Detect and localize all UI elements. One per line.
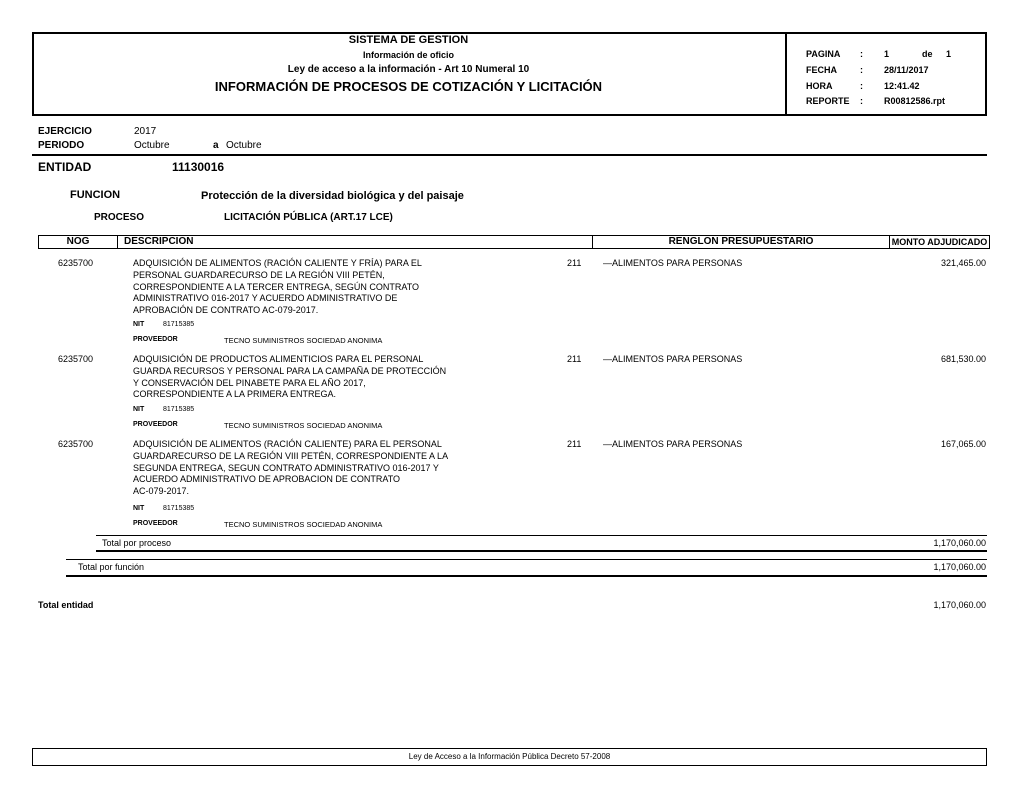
proveedor-value: TECNO SUMINISTROS SOCIEDAD ANONIMA (224, 336, 383, 345)
row-nog: 6235700 (58, 439, 94, 449)
pagina-de: de (922, 49, 933, 59)
nit-value: 81715385 (163, 505, 195, 512)
row-nog: 6235700 (58, 258, 94, 268)
row-descripcion (133, 258, 422, 317)
renglon-code: 211 (567, 258, 582, 268)
col-monto: MONTO ADJUDICADO (889, 235, 990, 249)
hora-colon: : (860, 81, 863, 91)
proceso-value: LICITACIÓN PÚBLICA (ART.17 LCE) (224, 212, 393, 223)
total-funcion-value: 1,170,060.00 (933, 562, 986, 572)
periodo-label: PERIODO (38, 140, 85, 151)
total-entidad-value: 1,170,060.00 (933, 600, 986, 610)
renglon-desc: —ALIMENTOS PARA PERSONAS (603, 258, 743, 268)
desc-line: ADQUISICIÓN DE PRODUCTOS ALIMENTICIOS PARA EL PERSONAL (133, 354, 424, 364)
hora-value: 12:41.42 (884, 81, 920, 91)
row-monto: 681,530.00 (940, 354, 986, 364)
funcion-total-line-bottom (66, 575, 987, 577)
col-descripcion: DESCRIPCION (117, 235, 593, 249)
section-divider (32, 154, 987, 156)
desc-line: ADMINISTRATIVO 016-2017 Y ACUERDO ADMINISTRATIVO DE (133, 293, 398, 304)
pagina-total: 1 (946, 49, 952, 59)
desc-line: AC-079-2017. (133, 486, 190, 497)
table-header (38, 235, 990, 249)
periodo-from: Octubre (134, 140, 170, 151)
nit-label: NIT (133, 505, 145, 512)
ejercicio-label: EJERCICIO (38, 126, 92, 137)
page-title: INFORMACIÓN DE PROCESOS DE COTIZACIÓN Y LICITACIÓN (214, 79, 603, 94)
ejercicio-value: 2017 (134, 126, 157, 137)
proveedor-label: PROVEEDOR (133, 421, 178, 428)
nit-value: 81715385 (163, 406, 195, 413)
reporte-label: REPORTE (806, 96, 850, 106)
proceso-label: PROCESO (94, 212, 145, 223)
nit-value: 81715385 (163, 321, 195, 328)
col-renglon: RENGLON PRESUPUESTARIO (592, 235, 890, 249)
periodo-a: a (213, 140, 219, 151)
total-entidad-label: Total entidad (38, 600, 94, 610)
desc-line: GUARDA RECURSOS Y PERSONAL PARA LA CAMPAÑA DE PROTECCIÓN (133, 365, 447, 376)
desc-line: SEGUNDA ENTREGA, SEGUN CONTRATO ADMINISTRATIVO 016-2017 Y (133, 462, 439, 473)
header-divider (785, 32, 787, 116)
desc-line: ADQUISICIÓN DE ALIMENTOS (RACIÓN CALIENTE) PARA EL PERSONAL (133, 439, 442, 449)
row-nog: 6235700 (58, 354, 94, 364)
proveedor-label: PROVEEDOR (133, 336, 178, 343)
renglon-code: 211 (567, 354, 582, 364)
row-monto: 321,465.00 (940, 258, 986, 268)
proceso-total-line-bottom (96, 550, 987, 552)
law-reference: Ley de acceso a la información - Art 10 Numeral 10 (287, 64, 530, 75)
total-proceso-label: Total por proceso (102, 538, 172, 548)
entidad-label: ENTIDAD (38, 160, 92, 174)
funcion-label: FUNCION (70, 189, 121, 201)
report-subtitle: Información de oficio (362, 50, 454, 60)
row-descripcion (133, 354, 446, 401)
desc-line: ADQUISICIÓN DE ALIMENTOS (RACIÓN CALIENTE Y FRÍA) PARA EL (133, 258, 422, 268)
funcion-total-line-top (66, 559, 987, 560)
row-monto: 167,065.00 (940, 439, 986, 449)
nit-label: NIT (133, 321, 145, 328)
desc-line: APROBACIÓN DE CONTRATO AC-079-2017. (133, 305, 319, 316)
col-nog: NOG (38, 235, 118, 249)
desc-line: GUARDARECURSO DE LA REGIÓN VIII PETÉN, CORRESPONDIENTE A LA (133, 450, 449, 461)
desc-line: ACUERDO ADMINISTRATIVO DE APROBACION DE CONTRATO (133, 474, 401, 485)
proveedor-value: TECNO SUMINISTROS SOCIEDAD ANONIMA (224, 421, 383, 430)
reporte-value: R00812586.rpt (884, 96, 946, 106)
total-proceso-value: 1,170,060.00 (933, 538, 986, 548)
system-title: SISTEMA DE GESTION (348, 34, 469, 46)
total-funcion-label: Total por función (78, 562, 145, 572)
pagina-colon: : (860, 49, 863, 59)
desc-line: CORRESPONDIENTE A LA PRIMERA ENTREGA. (133, 389, 337, 400)
row-descripcion (133, 439, 448, 498)
desc-line: PERSONAL GUARDARECURSO DE LA REGIÓN VIII PETÉN, (133, 269, 385, 280)
renglon-desc: —ALIMENTOS PARA PERSONAS (603, 354, 743, 364)
desc-line: CORRESPONDIENTE A LA TERCER ENTREGA, SEGÚN CONTRATO (133, 281, 420, 292)
fecha-value: 28/11/2017 (884, 65, 929, 75)
hora-label: HORA (806, 81, 833, 91)
funcion-value: Protección de la diversidad biológica y del paisaje (201, 190, 464, 202)
proveedor-label: PROVEEDOR (133, 520, 178, 527)
periodo-to: Octubre (226, 140, 262, 151)
fecha-colon: : (860, 65, 863, 75)
desc-line: Y CONSERVACIÓN DEL PINABETE PARA EL AÑO 2017, (133, 377, 366, 388)
proceso-total-line-top (96, 535, 987, 536)
pagina-label: PAGINA (806, 49, 841, 59)
renglon-desc: —ALIMENTOS PARA PERSONAS (603, 439, 743, 449)
proveedor-value: TECNO SUMINISTROS SOCIEDAD ANONIMA (224, 520, 383, 529)
renglon-code: 211 (567, 439, 582, 449)
fecha-label: FECHA (806, 65, 837, 75)
nit-label: NIT (133, 406, 145, 413)
page-footer: Ley de Acceso a la Información Pública Decreto 57-2008 (32, 748, 987, 766)
entidad-value: 11130016 (172, 160, 225, 174)
pagina-value: 1 (884, 49, 890, 59)
reporte-colon: : (860, 96, 863, 106)
